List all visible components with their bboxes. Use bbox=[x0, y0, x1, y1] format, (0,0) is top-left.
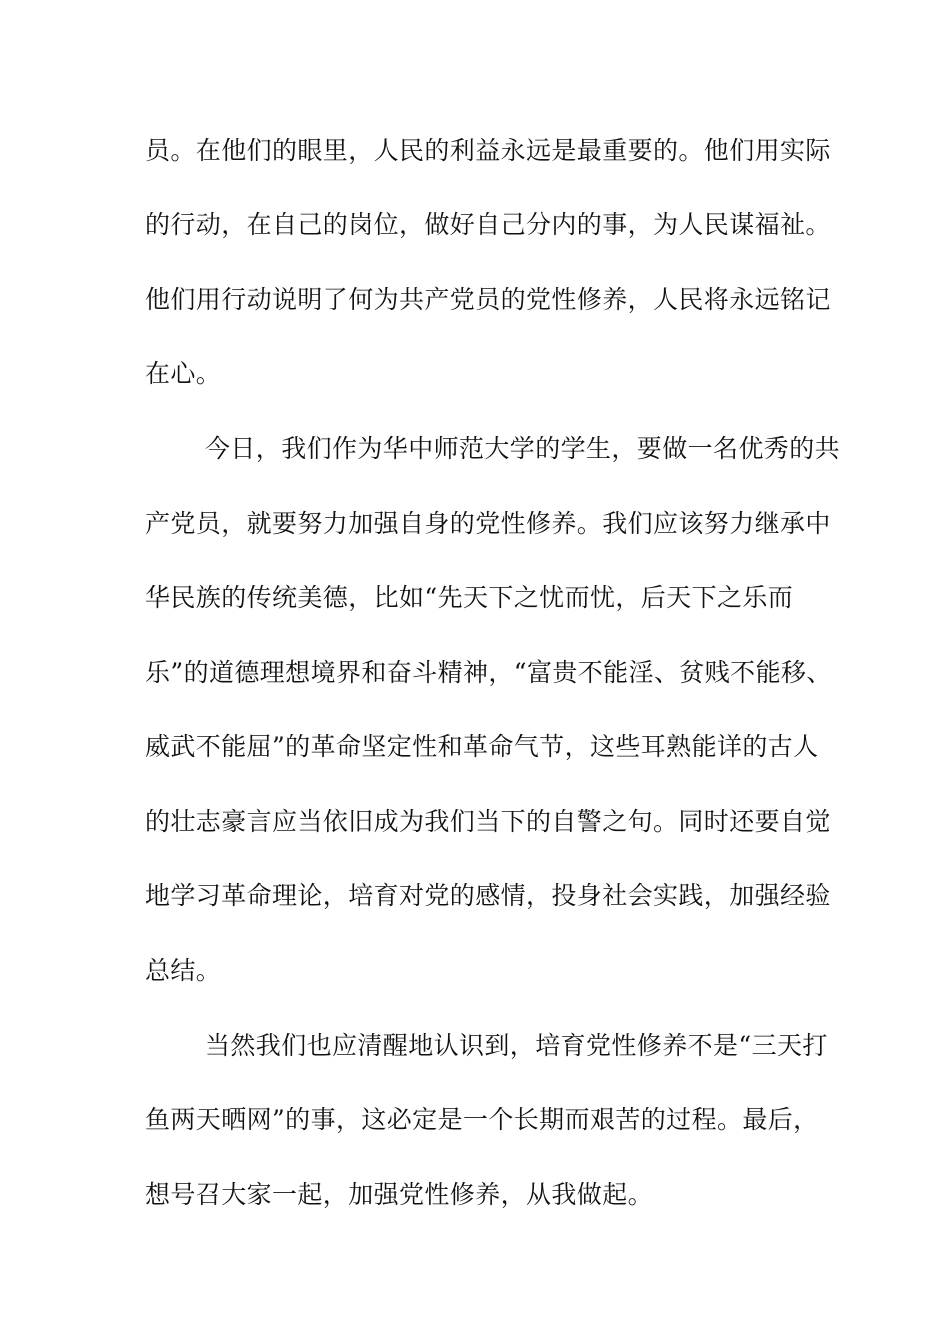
paragraph-1-line-4: 在心。 bbox=[145, 359, 222, 388]
paragraph-3-line-3: 想号召大家一起，加强党性修养，从我做起。 bbox=[145, 1180, 654, 1209]
paragraph-1-line-3: 他们用行动说明了何为共产党员的党性修养，人民将永远铭记 bbox=[145, 285, 831, 314]
paragraph-2-line-1: 今日，我们作为华中师范大学的学生，要做一名优秀的共 bbox=[205, 434, 841, 463]
paragraph-2-line-2: 产党员，就要努力加强自身的党性修养。我们应该努力继承中 bbox=[145, 509, 831, 538]
paragraph-2-line-3: 华民族的传统美德，比如“先天下之忧而忧，后天下之乐而 bbox=[145, 583, 794, 612]
paragraph-2-line-6: 的壮志豪言应当依旧成为我们当下的自警之句。同时还要自觉 bbox=[145, 807, 831, 836]
paragraph-3-line-2: 鱼两天晒网”的事，这必定是一个长期而艰苦的过程。最后， bbox=[145, 1105, 819, 1134]
paragraph-2-line-7: 地学习革命理论，培育对党的感情，投身社会实践，加强经验 bbox=[145, 881, 831, 910]
paragraph-2-line-8: 总结。 bbox=[145, 956, 222, 985]
paragraph-2-line-4: 乐”的道德理想境界和奋斗精神，“富贵不能淫、贫贱不能移、 bbox=[145, 658, 832, 687]
paragraph-1-line-2: 的行动，在自己的岗位，做好自己分内的事，为人民谋福祉。 bbox=[145, 210, 831, 239]
paragraph-3-line-1: 当然我们也应清醒地认识到，培育党性修养不是“三天打 bbox=[205, 1031, 828, 1060]
paragraph-1-line-1: 员。在他们的眼里，人民的利益永远是最重要的。他们用实际 bbox=[145, 136, 831, 165]
paragraph-2-line-5: 威武不能屈”的革命坚定性和革命气节，这些耳熟能详的古人 bbox=[145, 732, 819, 761]
